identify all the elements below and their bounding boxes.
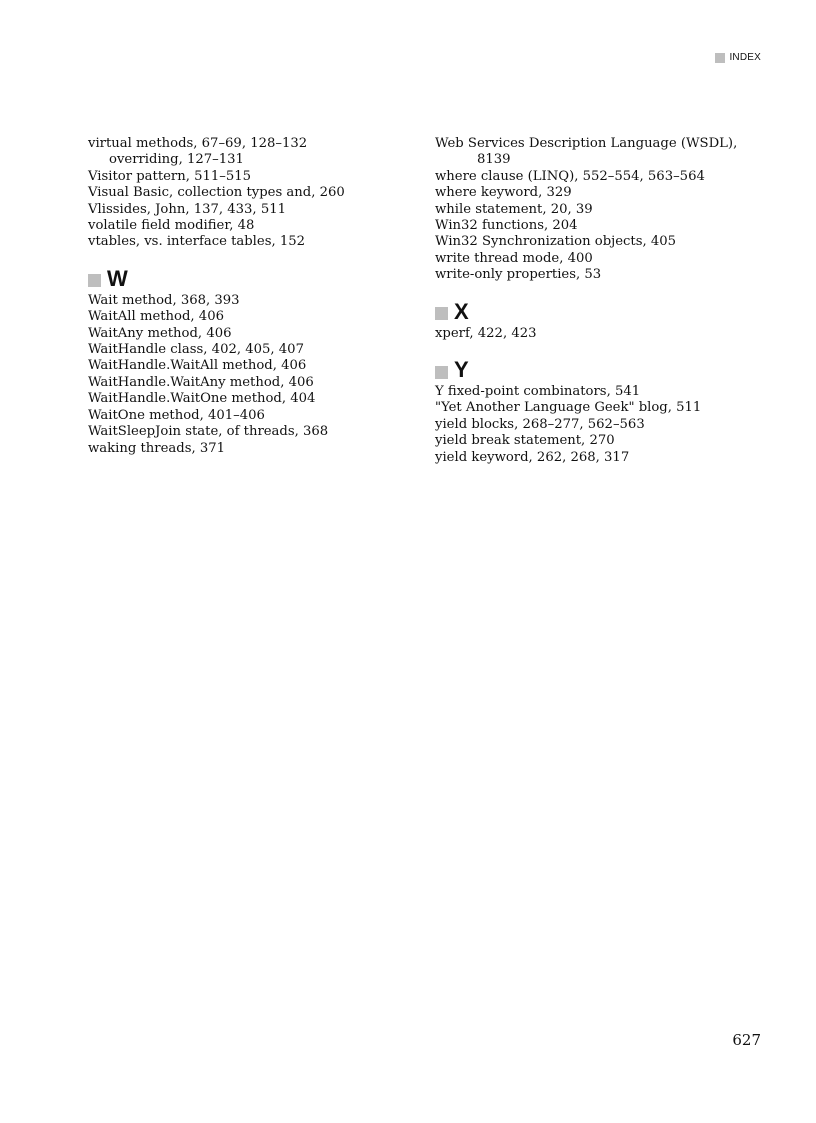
index-entry: write thread mode, 400 (435, 250, 593, 266)
index-entry: yield break statement, 270 (435, 433, 615, 449)
index-section-y (435, 358, 765, 466)
index-entry: where clause (LINQ), 552–554, 563–564 (435, 168, 705, 184)
square-bullet-icon (88, 274, 101, 287)
index-entry: while statement, 20, 39 (435, 201, 593, 217)
page-number: 627 (732, 1031, 761, 1049)
index-entry: yield keyword, 262, 268, 317 (435, 449, 630, 465)
index-entry: volatile field modifier, 48 (88, 218, 255, 234)
index-entry: WaitHandle class, 402, 405, 407 (88, 342, 304, 358)
index-entry: yield blocks, 268–277, 562–563 (435, 416, 645, 432)
square-bullet-icon (435, 366, 448, 379)
index-entry: WaitAny method, 406 (88, 325, 232, 341)
index-entry: WaitAll method, 406 (88, 309, 224, 325)
section-letter: X (454, 298, 469, 324)
running-head (715, 52, 761, 63)
index-entry: Win32 Synchronization objects, 405 (435, 234, 677, 250)
index-entry: waking threads, 371 (88, 440, 226, 456)
index-entry: WaitSleepJoin state, of threads, 368 (88, 424, 329, 440)
index-entry: Web Services Description Language (WSDL), (435, 136, 738, 151)
running-head-label: INDEX (729, 52, 761, 63)
entry-list (88, 136, 408, 251)
index-entry-continuation: 8139 (477, 152, 511, 168)
index-entry: WaitHandle.WaitOne method, 404 (88, 391, 316, 407)
index-entry: where keyword, 329 (435, 185, 572, 201)
section-heading-x (435, 300, 765, 324)
index-section-w (88, 267, 408, 457)
square-bullet-icon (715, 53, 725, 63)
square-bullet-icon (435, 307, 448, 320)
entry-list (435, 136, 765, 284)
index-column-left (88, 136, 408, 457)
index-entry: Visitor pattern, 511–515 (88, 168, 252, 184)
section-heading-y (435, 358, 765, 382)
index-entry: Win32 functions, 204 (435, 218, 578, 234)
index-entry: write-only properties, 53 (435, 267, 602, 283)
index-entry: virtual methods, 67–69, 128–132 (88, 136, 308, 151)
section-letter: W (107, 265, 128, 291)
index-entry: Vlissides, John, 137, 433, 511 (88, 201, 286, 217)
index-entry: xperf, 422, 423 (435, 325, 537, 341)
index-entry: WaitHandle.WaitAll method, 406 (88, 358, 307, 374)
index-column-right (435, 136, 765, 466)
index-subentry: overriding, 127–131 (109, 152, 244, 168)
index-entry: vtables, vs. interface tables, 152 (88, 234, 306, 250)
section-letter: Y (454, 357, 469, 383)
index-entry: WaitOne method, 401–406 (88, 407, 265, 423)
index-entry: "Yet Another Language Geek" blog, 511 (435, 400, 702, 416)
index-section-x (435, 300, 765, 342)
index-entry: Visual Basic, collection types and, 260 (88, 185, 345, 201)
index-entry: Wait method, 368, 393 (88, 292, 240, 308)
index-entry: Y fixed-point combinators, 541 (435, 384, 641, 400)
index-entry: WaitHandle.WaitAny method, 406 (88, 374, 314, 390)
section-heading-w (88, 267, 408, 291)
